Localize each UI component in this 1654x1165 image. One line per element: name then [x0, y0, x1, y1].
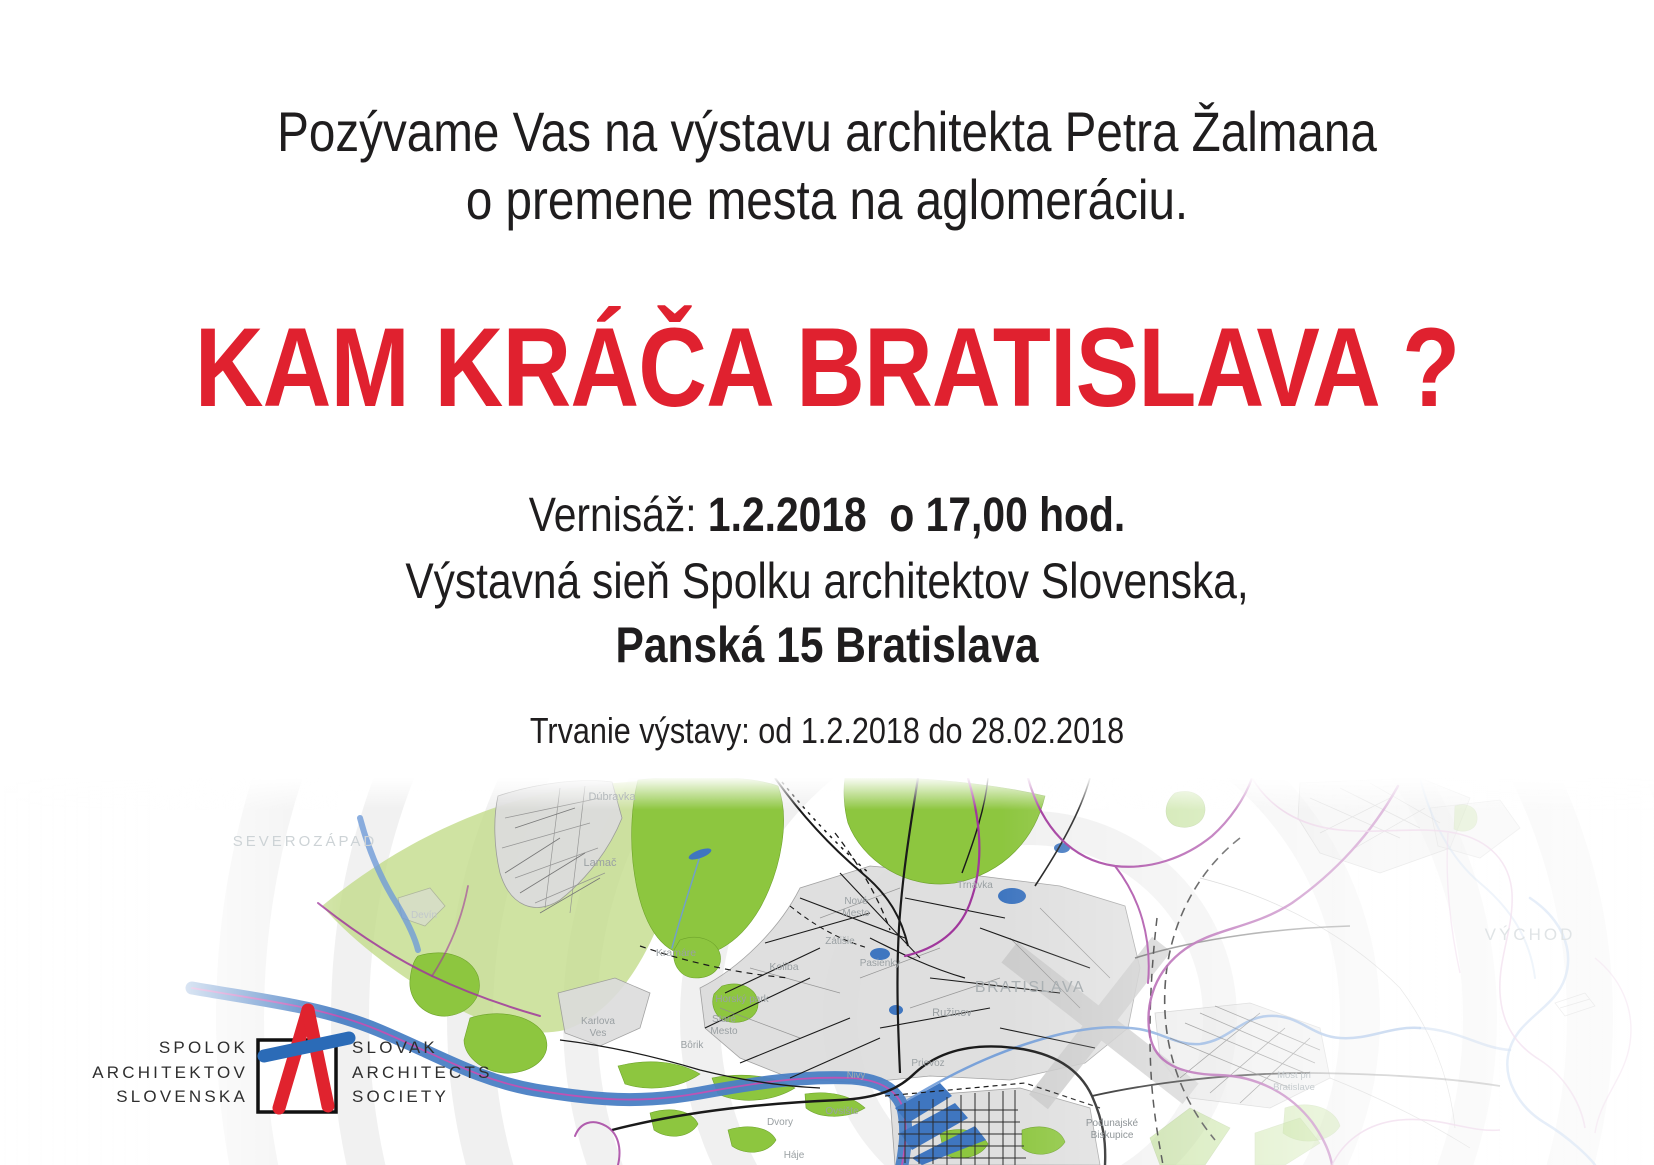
vernissage-label: Vernisáž:	[528, 489, 708, 542]
map-label: Ves	[589, 1028, 607, 1039]
map-label: Staré	[712, 1014, 736, 1025]
map-label: BRATISLAVA	[974, 979, 1086, 996]
logo-line: SOCIETY	[352, 1087, 450, 1106]
logo-line: ARCHITECTS	[352, 1062, 493, 1082]
map-label: Karlova	[581, 1016, 615, 1027]
intro-line-2: o premene mesta na aglomeráciu.	[465, 168, 1189, 231]
map-label: Bôrik	[680, 1040, 704, 1051]
right-fade	[1000, 778, 1654, 1165]
map-label: Horský park	[715, 994, 769, 1005]
poster-title: KAM KRÁČA BRATISLAVA ?	[194, 305, 1460, 430]
map-label: Biskupice	[1090, 1130, 1134, 1141]
map-label: Trnávka	[957, 880, 993, 891]
map-label: Prievoz	[911, 1058, 945, 1069]
venue-line: Výstavná sieň Spolku architektov Slovenska,	[405, 553, 1249, 609]
map-label: Ružinov	[932, 1007, 972, 1019]
logo-text-english-name	[352, 1036, 493, 1110]
vernissage-line	[124, 488, 1530, 543]
logo-text-slovak-name	[60, 1036, 248, 1110]
map-label: Kramáre	[655, 947, 697, 959]
map-label: Devín	[410, 910, 438, 921]
address-line: Panská 15 Bratislava	[615, 617, 1039, 673]
map-label: Most pri	[1277, 1070, 1311, 1081]
map-label: Bratislave	[1273, 1082, 1315, 1093]
map-label: Ovsište	[825, 1106, 859, 1117]
map-label: Dúbravka	[588, 791, 636, 803]
logo-line: SLOVENSKA	[116, 1087, 248, 1106]
logo-line: ARCHITEKTOV	[92, 1062, 248, 1082]
map-label: Koliba	[769, 961, 799, 973]
map-label: Pasienky	[859, 958, 901, 969]
map-label: Mesto	[842, 908, 870, 919]
map-label: Mesto	[710, 1026, 738, 1037]
map-label: Zátišie	[825, 936, 855, 947]
vernissage-value: 1.2.2018 o 17,00 hod.	[707, 489, 1126, 542]
duration-line: Trvanie výstavy: od 1.2.2018 do 28.02.2018	[529, 710, 1125, 751]
logo-line: SPOLOK	[158, 1038, 248, 1057]
map-label: SEVEROZÁPAD	[232, 833, 378, 850]
map-label: Dvory	[766, 1117, 794, 1128]
map-label: Nivy	[846, 1070, 866, 1081]
map-label: Lamač	[583, 857, 617, 869]
map-label: Podunajské	[1085, 1118, 1139, 1129]
intro-line-1: Pozývame Vas na výstavu architekta Petra Žalmana	[277, 100, 1377, 163]
map-label: Nové	[844, 896, 868, 907]
logo-line: SLOVAK	[352, 1038, 438, 1057]
bratislava-map	[0, 778, 1654, 1165]
top-fade	[0, 778, 1654, 810]
map-label: Háje	[783, 1150, 805, 1161]
map-label: VÝCHOD	[1484, 925, 1576, 944]
